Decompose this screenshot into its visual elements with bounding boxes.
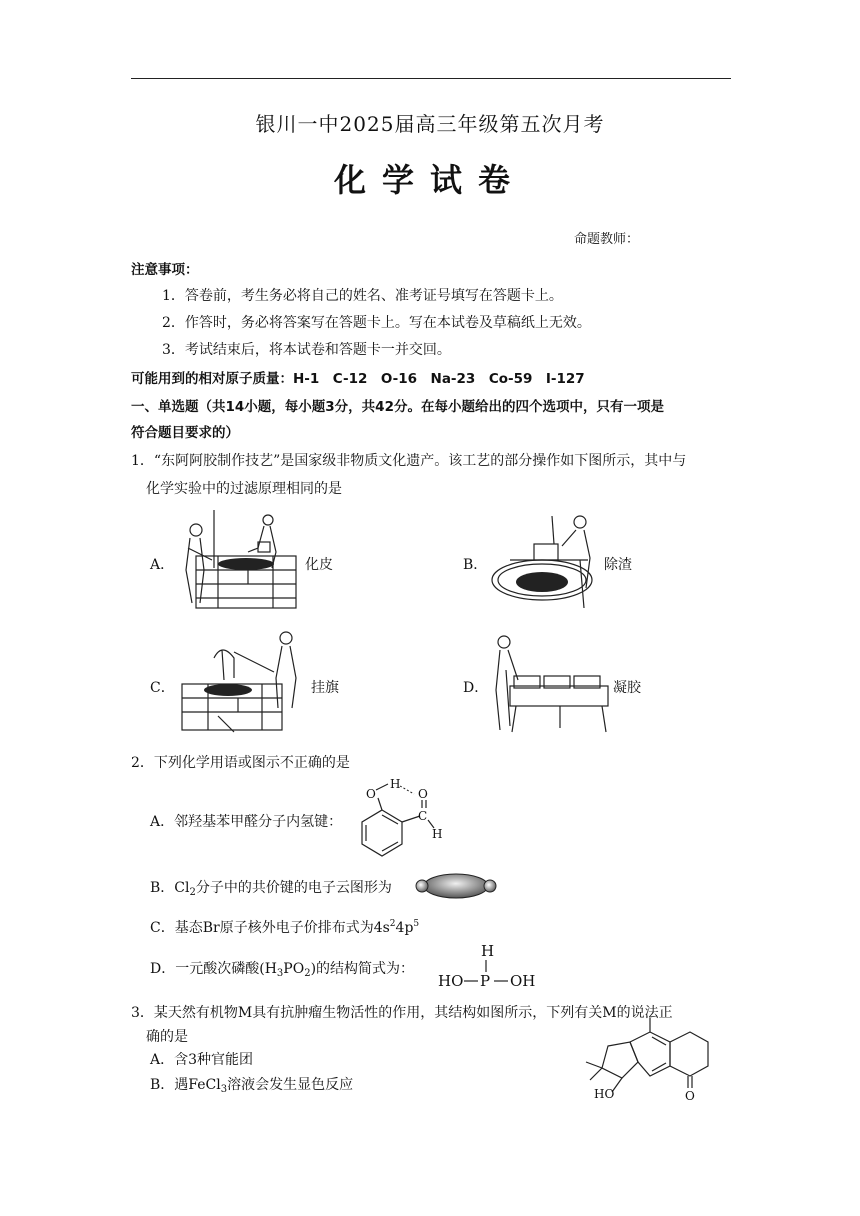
q3-option-b [150, 1074, 353, 1095]
section-title: 一、单选题（共14小题，每小题3分，共42分。在每小题给出的四个选项中，只有一项是 [131, 399, 664, 415]
school-title: 银川一中2025届高三年级第五次月考 [255, 112, 605, 136]
q1-option-d-illustration [490, 630, 612, 736]
struct-right-oh: OH [510, 972, 536, 990]
q3-option-a: A．含3种官能团 [150, 1052, 254, 1068]
q2-option-b [150, 877, 392, 898]
teacher-label: 命题教师： [574, 232, 640, 247]
mol-a-oxygen: O [366, 787, 376, 801]
q2-option-c-text: C．基态Br原子核外电子价排布式为4s [150, 920, 390, 936]
q2-option-c-sup-2: 5 [413, 919, 420, 929]
struct-hydrogen: H [481, 942, 495, 960]
notice-item: 3．考试结束后，将本试卷和答题卡一并交回。 [162, 342, 451, 358]
mol-a-hydrogen: H [390, 777, 401, 791]
q1-stem-cont: 化学实验中的过滤原理相同的是 [146, 481, 342, 497]
electron-cloud-diagram [414, 872, 498, 900]
q1-stem: 1．“东阿阿胶制作技艺”是国家级非物质文化遗产。该工艺的部分操作如下图所示，其中与 [131, 453, 687, 469]
q2-option-d-text: D．一元酸次磷酸( [150, 961, 265, 977]
q3-option-b-sub: 3 [220, 1084, 228, 1095]
q2-option-a: A．邻羟基苯甲醛分子内氢键： [150, 814, 343, 830]
q2-formula: H [264, 961, 277, 977]
q2-option-c-text-2: 4p [395, 920, 414, 936]
q2-option-a-molecule [352, 776, 452, 862]
notice-item: 2．作答时，务必将答案写在答题卡上。写在本试卷及草稿纸上无效。 [162, 315, 591, 331]
q1-option-b-illustration [490, 508, 602, 612]
q1-option-c-letter: C． [150, 680, 175, 696]
q1-option-d-caption: 凝胶 [613, 680, 641, 696]
q1-option-d-letter: D． [463, 680, 489, 696]
q1-option-a-letter: A． [150, 557, 175, 573]
q2-option-c [150, 917, 419, 937]
subject-title: 化学试卷 [333, 161, 526, 199]
q3-stem-cont: 确的是 [146, 1029, 188, 1045]
q2-formula-2: PO [283, 961, 305, 977]
q1-option-a-illustration [178, 508, 304, 614]
q2-option-b-text-2: 分子中的共价键的电子云图形为 [195, 880, 392, 896]
q2-formula-sub: 3 [276, 968, 284, 979]
q2-option-c-sup: 2 [389, 919, 396, 929]
mol-a-hydrogen-2: H [432, 827, 443, 841]
notice-item: 1．答卷前，考生务必将自己的姓名、准考证号填写在答题卡上。 [162, 288, 563, 304]
q2-option-b-text: B．Cl [150, 880, 190, 896]
mol-m-hydroxyl: HO [594, 1087, 615, 1101]
q3-option-b-text: B．遇FeCl [150, 1077, 221, 1093]
struct-left-oh: HO [438, 972, 464, 990]
q3-option-b-text-2: 溶液会发生显色反应 [227, 1077, 354, 1093]
mol-a-oxygen-2: O [418, 787, 428, 801]
mol-a-carbon: C [418, 809, 428, 823]
section-title-cont: 符合题目要求的） [131, 425, 239, 441]
q2-stem: 2．下列化学用语或图示不正确的是 [131, 755, 350, 771]
q3-molecule-m [572, 1016, 732, 1106]
q2-option-d [150, 958, 414, 979]
q2-option-b-sub: 2 [189, 887, 196, 898]
q1-option-b-caption: 除渣 [604, 557, 632, 573]
q1-option-b-letter: B． [463, 557, 488, 573]
atomic-masses: 可能用到的相对原子质量：H-1 C-12 O-16 Na-23 Co-59 I-127 [131, 371, 585, 387]
hypophosphorous-acid-structure [436, 940, 548, 992]
q1-option-c-illustration [178, 628, 308, 736]
notice-title: 注意事项： [131, 262, 199, 278]
q2-option-d-text-2: )的结构简式为： [310, 961, 415, 977]
q2-formula-sub-2: 2 [304, 968, 311, 979]
q1-option-c-caption: 挂旗 [311, 680, 339, 696]
q1-option-a-caption: 化皮 [305, 557, 333, 573]
mol-m-carbonyl-oxygen: O [685, 1089, 695, 1103]
header-rule [131, 78, 731, 79]
q3-stem: 3．某天然有机物M具有抗肿瘤生物活性的作用，其结构如图所示，下列有关M的说法正 [131, 1005, 673, 1021]
struct-phosphorus: P [480, 972, 491, 990]
